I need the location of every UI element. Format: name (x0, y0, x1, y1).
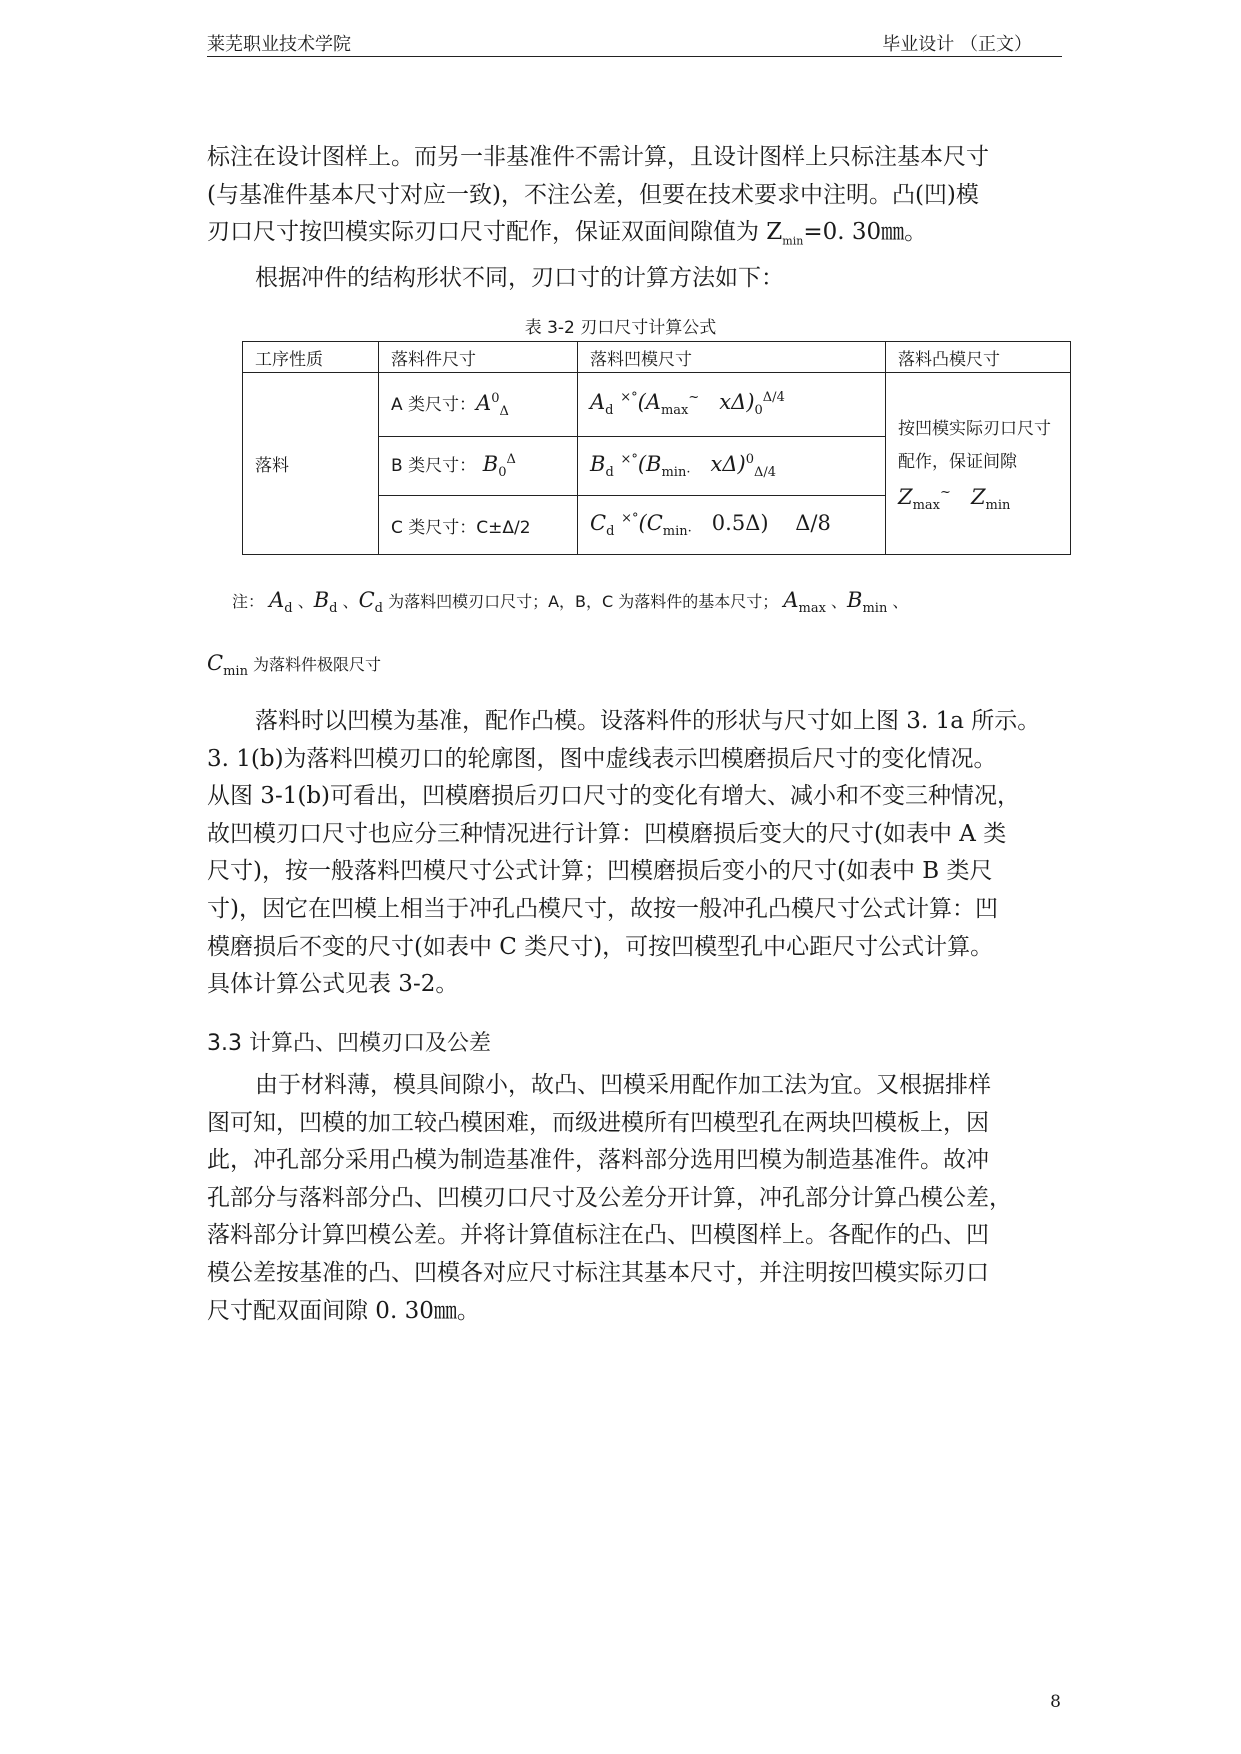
th-die-size: 落料凹模尺寸 (578, 342, 886, 373)
para1-line-2: (与基准件基本尺寸对应一致)，不注公差，但要在技术要求中注明。凸(凹)模 (207, 181, 979, 208)
th-punch-size: 落料凸模尺寸 (886, 342, 1071, 373)
table-note-line-2 (207, 651, 381, 679)
paragraph-2 (207, 703, 1062, 1004)
para2-line-1: 落料时以凹模为基准，配作凸模。设落料件的形状与尺寸如上图 3. 1a 所示。 (255, 708, 1041, 734)
note-symbol-cmin: $C_{min}$ (207, 651, 248, 680)
formula-b-part: $B_0^\Delta$ (476, 452, 516, 481)
para2-line-2: 3. 1(b)为落料凹模刃口的轮廓图，图中虚线表示凹模磨损后尺寸的变化情况。 (207, 745, 997, 772)
table-note-line-1 (232, 588, 908, 616)
table-row-a (243, 373, 1071, 437)
para1-line-1: 标注在设计图样上。而另一非基准件不需计算，且设计图样上只标注基本尺寸 (207, 144, 989, 170)
row-a-label: A 类尺寸： (391, 394, 477, 415)
para3-line-3: 此，冲孔部分采用凸模为制造基准件，落料部分选用凹模为制造基准件。故冲 (207, 1147, 989, 1174)
table-header-row (243, 342, 1071, 373)
punch-size-text: 按凹模实际刃口尺寸配作，保证间隙 (898, 419, 1051, 473)
note-symbols-2: $A_{max}$ 、$B_{min}$ 、 (783, 588, 909, 617)
part-size-a (379, 373, 578, 437)
para2-line-6: 寸)，因它在凹模上相当于冲孔凸模尺寸，故按一般冲孔凸模尺寸公式计算：凹 (207, 895, 998, 922)
note-prefix: 注： (232, 592, 265, 611)
para1-line-4: 根据冲件的结构形状不同，刃口寸的计算方法如下： (255, 265, 784, 292)
formula-clearance: $Z_{max}^\sim$ $Z_{min}$ (898, 485, 1011, 514)
para3-line-4: 孔部分与落料部分凸、凹模刃口尺寸及公差分开计算，冲孔部分计算凸模公差， (207, 1184, 1012, 1211)
para1-line-3-text: 刃口尺寸按凹模实际刃口尺寸配作，保证双面间隙值为 Z (207, 219, 783, 246)
para2-line-4: 故凹模刃口尺寸也应分三种情况进行计算：凹模磨损后变大的尺寸(如表中 A 类 (207, 820, 1007, 847)
para3-line-6: 模公差按基准的凸、凹模各对应尺寸标注其基本尺寸，并注明按凹模实际刃口 (207, 1259, 989, 1286)
row-b-label: B 类尺寸： (391, 456, 477, 477)
die-size-b (578, 437, 886, 496)
header-school: 莱芜职业技术学院 (207, 34, 351, 55)
punch-size-cell (886, 373, 1071, 555)
process-cell: 落料 (243, 373, 379, 555)
para3-line-5: 落料部分计算凹模公差。并将计算值标注在凸、凹模图样上。各配作的凸、凹 (207, 1222, 989, 1249)
paragraph-1 (207, 139, 1062, 298)
th-process: 工序性质 (243, 342, 379, 373)
paragraph-3 (207, 1067, 1062, 1330)
para2-line-3: 从图 3-1(b)可看出，凹模磨损后刃口尺寸的变化有增大、减小和不变三种情况， (207, 783, 1021, 810)
formula-table (242, 341, 1071, 555)
table-caption: 表 3-2 刃口尺寸计算公式 (524, 318, 717, 338)
die-size-c (578, 496, 886, 555)
z-min-subscript: min (782, 234, 804, 248)
formula-c-die: $C_d$ $^{\times^\circ}(C_{min\cdot}$ 0.5Δ) Δ/8 (590, 510, 831, 540)
die-size-a (578, 373, 886, 437)
note-text-2: 为落料件极限尺寸 (253, 655, 382, 674)
para1-line-3 (207, 214, 1062, 260)
para2-line-8: 具体计算公式见表 3-2。 (207, 971, 459, 998)
para3-line-7: 尺寸配双面间隙 0. 30㎜。 (207, 1297, 480, 1324)
section-title: 3.3 计算凸、凹模刃口及公差 (207, 1031, 491, 1056)
para3-line-2: 图可知，凹模的加工较凸模困难，而级进模所有凹模型孔在两块凹模板上，因 (207, 1109, 989, 1136)
page-header (207, 26, 1062, 57)
part-size-c: C 类尺寸：C±Δ/2 (379, 496, 578, 555)
th-part-size: 落料件尺寸 (379, 342, 578, 373)
formula-b-die: $B_d$ $^{\times^\circ}(B_{min\cdot}$ xΔ)$^0_{\Delta/4}$ (590, 451, 777, 481)
formula-a-die: $A_d$ $^{\times^\circ}(A_{max}^\sim$ $x\Delta)_0^{\Delta/4}$ (590, 390, 785, 419)
part-size-b (379, 437, 578, 496)
header-doc-type: 毕业设计 （正文） (882, 34, 1032, 55)
formula-a-part: $A^0_\Delta$ (476, 390, 509, 420)
para3-line-1: 由于材料薄，模具间隙小，故凸、凹模采用配作加工法为宜。又根据排样 (255, 1072, 991, 1098)
page-number: 8 (1050, 1692, 1061, 1712)
para2-line-5: 尺寸)，按一般落料凹模尺寸公式计算；凹模磨损后变小的尺寸(如表中 B 类尺 (207, 858, 993, 885)
para2-line-7: 模磨损后不变的尺寸(如表中 C 类尺寸)，可按凹模型孔中心距尺寸公式计算。 (207, 933, 994, 960)
note-text-1: 为落料凹模刃口尺寸；A，B，C 为落料件的基本尺寸； (388, 592, 779, 611)
note-symbols-1: $A_d$ 、$B_d$ 、$C_d$ (269, 588, 383, 617)
para1-line-3-tail: =0. 30㎜。 (803, 219, 928, 246)
